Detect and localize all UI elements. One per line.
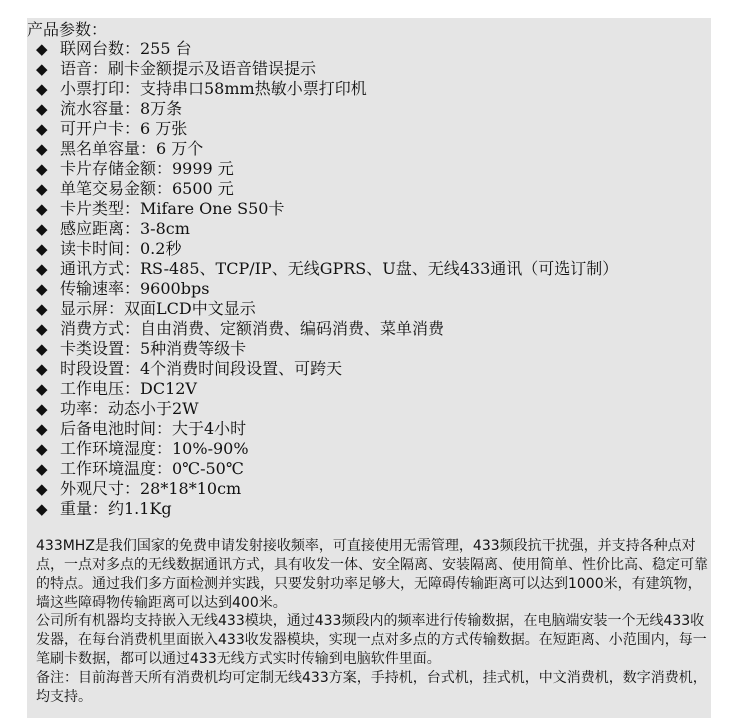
spec-item — [36, 359, 618, 379]
spec-item — [36, 479, 618, 499]
diamond-bullet-icon: ◆ — [36, 260, 48, 278]
spec-item — [36, 379, 618, 399]
spec-text: 后备电池时间：大于4小时 — [60, 419, 247, 438]
spec-item — [36, 59, 618, 79]
spec-item — [36, 79, 618, 99]
spec-text: 显示屏：双面LCD中文显示 — [60, 299, 256, 318]
spec-text: 重量：约1.1Kg — [60, 499, 172, 518]
spec-text: 消费方式：自由消费、定额消费、编码消费、菜单消费 — [60, 319, 445, 338]
spec-text: 卡片存储金额：9999 元 — [60, 159, 234, 178]
spec-text: 感应距离：3-8cm — [60, 219, 190, 238]
diamond-bullet-icon: ◆ — [36, 300, 48, 318]
spec-item — [36, 259, 618, 279]
spec-text: 小票打印：支持串口58mm热敏小票打印机 — [60, 79, 367, 98]
spec-text: 工作电压：DC12V — [60, 379, 197, 398]
diamond-bullet-icon: ◆ — [36, 420, 48, 438]
diamond-bullet-icon: ◆ — [36, 400, 48, 418]
spec-text: 通讯方式：RS-485、TCP/IP、无线GPRS、U盘、无线433通讯（可选订制） — [60, 259, 619, 278]
paragraph-433mhz-intro: 433MHZ是我们国家的免费申请发射接收频率，可直接使用无需管理，433频段抗干扰强，并支持各种点对点，一点对多点的无线数据通讯方式，具有收发一体、安全隔离、安装隔离、使用简单、性价比高、稳定可靠的特点。通过我们多方面检测并实践，只要发射功率足够大，无障碍传输距离可以达到1000米，有建筑物，墙这些障碍物传输距离可以达到400米。 — [36, 538, 708, 611]
paragraph-note: 备注：目前海普天所有消费机均可定制无线433方案，手持机，台式机，挂式机，中文消费机，数字消费机，均支持。 — [36, 670, 707, 705]
spec-item — [36, 499, 618, 519]
spec-item — [36, 39, 618, 59]
diamond-bullet-icon: ◆ — [36, 240, 48, 258]
spec-text: 黑名单容量：6 万个 — [60, 139, 204, 158]
spec-text: 功率：动态小于2W — [60, 399, 199, 418]
spec-item — [36, 339, 618, 359]
spec-text: 流水容量：8万条 — [60, 99, 183, 118]
spec-item — [36, 139, 618, 159]
spec-text: 读卡时间：0.2秒 — [60, 239, 182, 258]
spec-text: 单笔交易金额：6500 元 — [60, 179, 234, 198]
spec-text: 可开户卡：6 万张 — [60, 119, 188, 138]
spec-text: 传输速率：9600bps — [60, 279, 210, 298]
diamond-bullet-icon: ◆ — [36, 120, 48, 138]
diamond-bullet-icon: ◆ — [36, 380, 48, 398]
diamond-bullet-icon: ◆ — [36, 360, 48, 378]
spec-item — [36, 399, 618, 419]
diamond-bullet-icon: ◆ — [36, 40, 48, 58]
diamond-bullet-icon: ◆ — [36, 60, 48, 78]
diamond-bullet-icon: ◆ — [36, 280, 48, 298]
spec-item — [36, 119, 618, 139]
spec-text: 外观尺寸：28*18*10cm — [60, 479, 242, 498]
spec-item — [36, 159, 618, 179]
diamond-bullet-icon: ◆ — [36, 500, 48, 518]
spec-item — [36, 179, 618, 199]
diamond-bullet-icon: ◆ — [36, 440, 48, 458]
spec-text: 时段设置：4个消费时间段设置、可跨天 — [60, 359, 343, 378]
spec-text: 卡片类型：Mifare One S50卡 — [60, 199, 285, 218]
spec-item — [36, 299, 618, 319]
paragraph-module-support: 公司所有机器均支持嵌入无线433模块，通过433频段内的频率进行传输数据，在电脑端安装一个无线433收发器，在每台消费机里面嵌入433收发器模块，实现一点对多点的方式传输数据。在短距离、小范围内，每一笔刷卡数据，都可以通过433无线方式实时传输到电脑软件里面。 — [36, 613, 707, 667]
spec-text: 卡类设置：5种消费等级卡 — [60, 339, 247, 358]
diamond-bullet-icon: ◆ — [36, 180, 48, 198]
spec-item — [36, 99, 618, 119]
spec-item — [36, 419, 618, 439]
spec-item — [36, 439, 618, 459]
diamond-bullet-icon: ◆ — [36, 140, 48, 158]
spec-item — [36, 459, 618, 479]
spec-text: 工作环境湿度：10%-90% — [60, 439, 249, 458]
diamond-bullet-icon: ◆ — [36, 320, 48, 338]
spec-list — [36, 39, 618, 519]
diamond-bullet-icon: ◆ — [36, 160, 48, 178]
spec-item — [36, 319, 618, 339]
spec-text: 工作环境温度：0℃-50℃ — [60, 459, 244, 478]
diamond-bullet-icon: ◆ — [36, 220, 48, 238]
diamond-bullet-icon: ◆ — [36, 480, 48, 498]
diamond-bullet-icon: ◆ — [36, 200, 48, 218]
section-title: 产品参数： — [27, 20, 108, 39]
spec-text: 联网台数：255 台 — [60, 39, 192, 58]
diamond-bullet-icon: ◆ — [36, 100, 48, 118]
diamond-bullet-icon: ◆ — [36, 340, 48, 358]
spec-item — [36, 219, 618, 239]
spec-text: 语音：刷卡金额提示及语音错误提示 — [60, 59, 317, 78]
spec-item — [36, 239, 618, 259]
spec-item — [36, 279, 618, 299]
spec-item — [36, 199, 618, 219]
diamond-bullet-icon: ◆ — [36, 460, 48, 478]
diamond-bullet-icon: ◆ — [36, 80, 48, 98]
